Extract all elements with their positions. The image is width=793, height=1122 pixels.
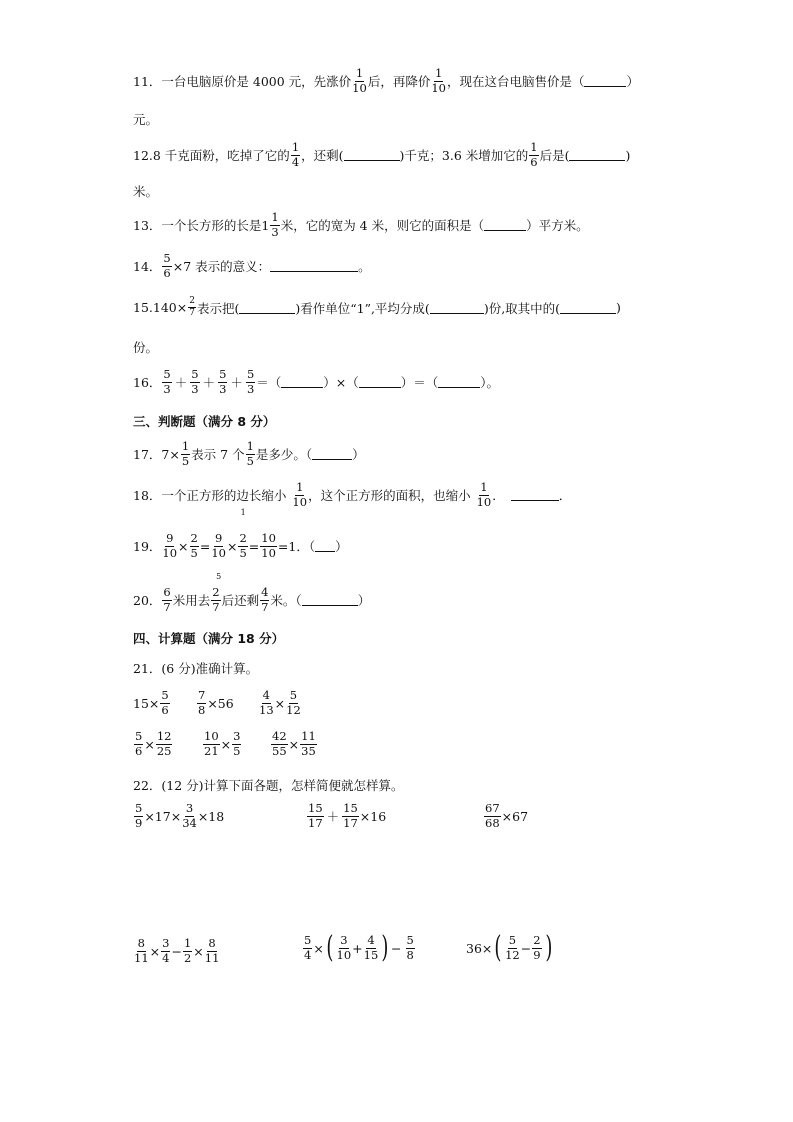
q13-text-b: 米，它的宽为 4 米，则它的面积是（ bbox=[280, 218, 485, 233]
q16-fraction-1: $\frac{5}{3}$ bbox=[163, 367, 171, 396]
q15-answer-blank-3[interactable] bbox=[560, 302, 616, 314]
q22-e5-open-paren: ( bbox=[326, 930, 334, 965]
q12-text-b: ，还剩( bbox=[301, 148, 344, 163]
section-4-title: 四、计算题（满分 18 分） bbox=[133, 631, 285, 646]
q11-text-c: ，现在这台电脑售价是（ bbox=[446, 74, 585, 89]
q15-answer-blank-1[interactable] bbox=[239, 302, 295, 314]
q17-answer-blank[interactable] bbox=[312, 448, 352, 460]
q20-text-f: ） bbox=[357, 593, 371, 608]
q22-e4-fraction-1: $\frac{8}{11}$ bbox=[134, 936, 149, 965]
q16-plus-3: ＋ bbox=[230, 375, 243, 390]
q14-text-b: ×7 表示的意义： bbox=[172, 259, 271, 274]
q20-fraction-3: $\frac{4}{7}$ bbox=[261, 585, 269, 614]
q20-text-a: 20． bbox=[133, 593, 162, 608]
section-3-title: 三、判断题（满分 8 分） bbox=[133, 414, 276, 429]
q15-cont-text: 份。 bbox=[133, 340, 159, 355]
q22-e5-fraction-2: $\frac{3}{10}$ bbox=[336, 933, 352, 962]
q14-text-a: 14． bbox=[133, 259, 162, 274]
question-15 bbox=[133, 297, 621, 318]
q22-e1-fraction-1: $\frac{5}{9}$ bbox=[135, 801, 143, 830]
q16-fraction-3: $\frac{5}{3}$ bbox=[219, 367, 227, 396]
q14-fraction: $\frac{5}{6}$ bbox=[163, 251, 171, 280]
q21-r1a-fraction: $\frac{5}{6}$ bbox=[161, 688, 169, 717]
q22-expr-1 bbox=[133, 803, 224, 829]
q21-expr-1a bbox=[133, 690, 171, 716]
question-19 bbox=[133, 508, 348, 581]
q13-answer-blank[interactable] bbox=[484, 219, 526, 231]
q21-r2c-fraction-2: $\frac{11}{35}$ bbox=[301, 729, 316, 758]
q12-answer-blank-1[interactable] bbox=[344, 149, 400, 161]
q21-r1c-fraction-1: $\frac{4}{13}$ bbox=[259, 688, 274, 717]
q18-fraction-2: $\frac{1}{10}$ bbox=[476, 480, 492, 509]
q20-answer-blank[interactable] bbox=[302, 594, 358, 606]
q22-expr-2 bbox=[306, 803, 386, 829]
q16-fraction-4: $\frac{5}{3}$ bbox=[246, 367, 255, 396]
q16-mul: ）×（ bbox=[323, 375, 359, 390]
q22-e4-times-1: × bbox=[149, 943, 161, 959]
q19-fraction-4: 2 5 1 bbox=[239, 508, 247, 560]
q13-whole: 1 bbox=[261, 217, 270, 233]
q16-answer-blank-2[interactable] bbox=[359, 376, 401, 388]
q15-text-a: 15.140× bbox=[133, 300, 188, 315]
q18-text-a: 18．一个正方形的边长缩小 bbox=[133, 488, 287, 503]
q22-e2-fraction-2: $\frac{15}{17}$ bbox=[343, 801, 358, 830]
q13-text-c: ）平方米。 bbox=[526, 218, 589, 233]
q13-text-a: 13．一个长方形的长是 bbox=[133, 218, 262, 233]
q18-answer-blank[interactable] bbox=[511, 489, 559, 501]
q21-r2c-fraction-1: $\frac{42}{55}$ bbox=[272, 729, 287, 758]
q18-fraction-1: $\frac{1}{10}$ bbox=[292, 480, 308, 509]
q16-eq2: ）＝（ bbox=[400, 375, 439, 390]
q22-expr-3 bbox=[483, 803, 528, 829]
q12-fraction-2: $\frac{1}{6}$ bbox=[530, 140, 538, 169]
q16-fraction-2: $\frac{5}{3}$ bbox=[191, 367, 199, 396]
q21-r2c-times: × bbox=[288, 736, 300, 752]
q12-cont-text: 米。 bbox=[133, 184, 159, 199]
q21-r1c-fraction-2: $\frac{5}{12}$ bbox=[286, 688, 301, 717]
q15-answer-blank-2[interactable] bbox=[430, 302, 484, 314]
q20-fraction-2: $\frac{2}{7}$ bbox=[212, 585, 220, 614]
q19-fraction-5: $\frac{10}{10}$ bbox=[261, 531, 276, 560]
q21-r1b-text: ×56 bbox=[207, 695, 234, 711]
q19-times-2: × bbox=[226, 538, 238, 554]
q22-e1-text-b: ×18 bbox=[197, 808, 225, 824]
q15-text-f: ) bbox=[616, 300, 621, 315]
q22-e5-minus: − bbox=[391, 940, 402, 956]
q22-expr-5 bbox=[302, 930, 416, 965]
q21-r2b-times: × bbox=[220, 736, 232, 752]
q21-expr-2b bbox=[202, 731, 242, 757]
q16-answer-blank-1[interactable] bbox=[281, 376, 323, 388]
q11-text-b: 后，再降价 bbox=[367, 74, 431, 89]
q11-cont-text: 元。 bbox=[133, 112, 159, 127]
q22-title-text: 22．(12 分)计算下面各题，怎样简便就怎样算。 bbox=[133, 778, 404, 793]
q21-r1c-times: × bbox=[274, 695, 286, 711]
q22-e4-fraction-4: $\frac{8}{11}$ bbox=[204, 936, 220, 965]
q19-eq-1: = bbox=[199, 538, 211, 554]
q22-e5-fraction-1: $\frac{5}{4}$ bbox=[304, 933, 312, 962]
q15-continuation bbox=[133, 338, 158, 356]
q22-e4-times-2: × bbox=[193, 943, 204, 959]
q19-cancel-bottom: 5 bbox=[216, 572, 222, 581]
q22-e6-fraction-1: $\frac{5}{12}$ bbox=[505, 933, 520, 962]
question-16 bbox=[133, 369, 499, 395]
q19-text-a: 19． bbox=[133, 539, 162, 554]
question-12 bbox=[133, 142, 630, 168]
q22-e4-fraction-3: $\frac{1}{2}$ bbox=[183, 936, 192, 965]
q22-e6-minus: − bbox=[520, 940, 532, 956]
q19-times-1: × bbox=[178, 538, 189, 554]
q15-fraction: $\frac{2}{7}$ bbox=[189, 296, 195, 318]
q12-text-c: )千克；3.6 米增加它的 bbox=[399, 148, 529, 163]
q22-e4-minus: − bbox=[171, 943, 182, 959]
q22-e6-fraction-2: $\frac{2}{9}$ bbox=[533, 933, 541, 962]
q21-r2a-fraction-1: $\frac{5}{6}$ bbox=[135, 729, 143, 758]
q13-fraction: $\frac{1}{3}$ bbox=[271, 210, 279, 239]
q16-eq: ＝（ bbox=[256, 375, 282, 390]
question-18 bbox=[133, 482, 571, 508]
q15-text-c: )看作单位“1”,平均分成( bbox=[295, 300, 430, 316]
q11-answer-blank[interactable] bbox=[584, 75, 626, 87]
q15-text-b: 表示把( bbox=[196, 300, 240, 316]
q17-fraction-2: $\frac{1}{5}$ bbox=[246, 439, 254, 468]
section-4-heading bbox=[133, 629, 284, 647]
q19-fraction-1: $\frac{9}{10}$ bbox=[162, 531, 178, 560]
q22-e1-fraction-2: $\frac{3}{34}$ bbox=[182, 801, 197, 830]
q21-r2a-fraction-2: $\frac{12}{25}$ bbox=[156, 729, 172, 758]
q12-text-a: 12.8 千克面粉，吃掉了它的 bbox=[133, 148, 290, 163]
q16-plus-2: ＋ bbox=[202, 375, 216, 390]
question-13 bbox=[133, 212, 589, 238]
q22-e5-plus: + bbox=[352, 940, 363, 956]
q17-text-a: 17．7× bbox=[133, 447, 180, 462]
q14-answer-blank[interactable] bbox=[270, 260, 358, 272]
q20-text-e: 米。（ bbox=[270, 593, 302, 608]
q12-continuation bbox=[133, 182, 158, 200]
q19-cancel-top: 1 bbox=[240, 508, 246, 517]
question-21-title bbox=[133, 659, 258, 677]
q17-text-e: ） bbox=[352, 447, 365, 462]
q22-e5-times: × bbox=[313, 940, 324, 956]
q18-text-b: ，这个正方形的面积，也缩小 bbox=[308, 488, 471, 503]
q21-r2b-fraction-2: $\frac{3}{5}$ bbox=[233, 729, 241, 758]
q12-text-e: 后是( bbox=[539, 148, 570, 163]
q22-e1-text-a: ×17× bbox=[144, 808, 182, 824]
q20-fraction-1: $\frac{6}{7}$ bbox=[163, 585, 171, 614]
q22-e2-text-b: ×16 bbox=[359, 808, 387, 824]
q22-e6-text-a: 36× bbox=[466, 940, 493, 956]
q22-e4-fraction-2: $\frac{3}{4}$ bbox=[162, 936, 170, 965]
q16-text-a: 16． bbox=[133, 375, 162, 390]
q15-text-e: )份,取其中的( bbox=[483, 300, 561, 316]
q22-e5-fraction-4: $\frac{5}{8}$ bbox=[406, 933, 414, 962]
q17-text-c: 是多少。（ bbox=[255, 447, 313, 462]
q21-expr-1b bbox=[196, 690, 234, 716]
q21-expr-2c bbox=[270, 731, 318, 757]
q19-fraction-3: 9 10 5 bbox=[211, 531, 226, 581]
q22-e2-fraction-1: $\frac{15}{17}$ bbox=[308, 801, 323, 830]
q19-eq-2: = bbox=[248, 538, 260, 554]
q17-text-b: 表示 7 个 bbox=[191, 447, 245, 462]
q21-expr-1c bbox=[258, 690, 302, 716]
q16-answer-blank-3[interactable] bbox=[438, 376, 480, 388]
q22-e6-open-paren: ( bbox=[494, 930, 502, 965]
q22-e2-plus: ＋ bbox=[326, 809, 340, 824]
q22-expr-6 bbox=[466, 930, 554, 965]
q21-r1b-fraction: $\frac{7}{8}$ bbox=[198, 688, 206, 717]
q11-continuation bbox=[133, 110, 158, 128]
q12-answer-blank-2[interactable] bbox=[569, 149, 625, 161]
question-20 bbox=[133, 587, 370, 613]
q12-text-f: ) bbox=[625, 147, 631, 163]
q22-e6-close-paren: ) bbox=[544, 930, 552, 965]
q22-e3-fraction: $\frac{67}{68}$ bbox=[485, 801, 500, 830]
q13-mixed-number bbox=[261, 212, 280, 238]
q16-end: ）。 bbox=[480, 375, 500, 390]
q11-fraction-2: $\frac{1}{10}$ bbox=[431, 66, 446, 95]
q20-text-c: 后还剩 bbox=[221, 593, 260, 608]
q16-plus-1: ＋ bbox=[174, 375, 188, 390]
q22-e3-text-b: ×67 bbox=[501, 808, 529, 824]
question-11 bbox=[133, 68, 639, 94]
q21-title-text: 21．(6 分)准确计算。 bbox=[133, 661, 259, 676]
q11-text-a: 11．一台电脑原价是 4000 元，先涨价 bbox=[133, 74, 352, 89]
q21-r2b-fraction-1: $\frac{10}{21}$ bbox=[204, 729, 219, 758]
question-17 bbox=[133, 441, 365, 467]
q21-expr-2a bbox=[133, 731, 173, 757]
q18-text-c: ． bbox=[492, 488, 505, 503]
q12-fraction-1: $\frac{1}{4}$ bbox=[291, 140, 300, 169]
q14-text-c: 。 bbox=[358, 259, 371, 274]
q18-text-e: ． bbox=[558, 488, 572, 503]
q20-text-b: 米用去 bbox=[172, 593, 211, 608]
q19-answer-blank[interactable] bbox=[315, 540, 335, 552]
question-22-title bbox=[133, 776, 404, 794]
q19-text-b: =1．（ bbox=[277, 539, 316, 554]
q22-e5-close-paren: ) bbox=[381, 930, 389, 965]
q19-text-c: ） bbox=[335, 539, 348, 554]
q11-fraction-1: $\frac{1}{10}$ bbox=[352, 66, 367, 95]
q17-fraction-1: $\frac{1}{5}$ bbox=[181, 439, 190, 468]
q22-e5-fraction-3: $\frac{4}{15}$ bbox=[363, 933, 379, 962]
q21-r1a-text: 15× bbox=[133, 695, 160, 711]
q22-expr-4 bbox=[133, 938, 220, 964]
q21-r2a-times: × bbox=[144, 736, 155, 752]
section-3-heading bbox=[133, 412, 275, 430]
q11-close-paren: ） bbox=[626, 74, 639, 89]
q19-fraction-2: $\frac{2}{5}$ bbox=[190, 531, 198, 560]
question-14 bbox=[133, 253, 371, 279]
